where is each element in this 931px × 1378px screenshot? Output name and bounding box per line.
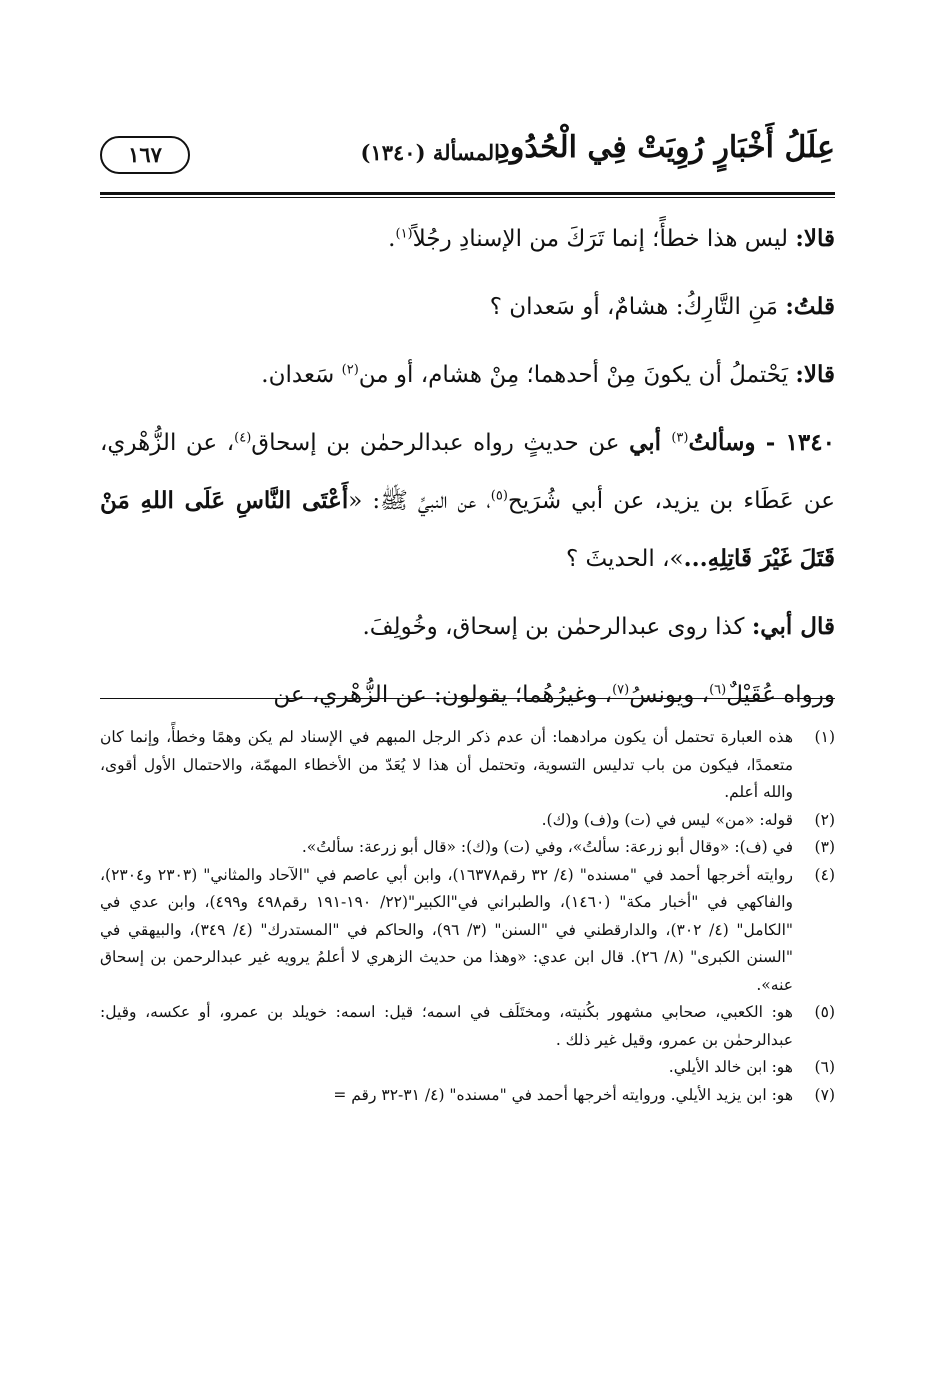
text-run: ، وغيرُهُما؛ يقولون: عن الزُّهْري، عن [273, 682, 613, 708]
footnote-ref: (٥) [490, 488, 508, 504]
footnote-ref: (٣) [671, 430, 689, 446]
hadith-text: أَعْتَى النَّاسِ عَلَى اللهِ مَنْ قَتَلَ غَيْرَ قَاتِلِهِ... [100, 487, 835, 572]
footnote-text: في (ف): «وقال أبو زرعة: سألتُ»، وفي (ت) و(ك): «قال أبو زرعة: سألتُ». [301, 838, 793, 856]
main-text [100, 210, 835, 724]
footnote-7 [100, 1082, 835, 1110]
footnote-2 [100, 807, 835, 835]
footnote-number: (٥) [814, 1003, 835, 1021]
footnote-number: (٧) [814, 1085, 835, 1104]
footnote-number: (٣) [814, 838, 835, 856]
text-run: مَنِ التَّارِكُ: هشامٌ، أو سَعدان ؟ [489, 294, 786, 320]
footnote-ref: (١) [395, 226, 413, 242]
footnote-ref: (٢) [341, 362, 359, 378]
footnote-ref: (٧) [612, 682, 630, 698]
footnote-4 [100, 862, 835, 1000]
paragraph-2 [100, 278, 835, 336]
footnote-text: هو: الكعبي، صحابي مشهور بكُنيته، ومختَلَف في اسمه؛ قيل: اسمه: خويلد بن عمرو، أو عكسه، وقيل: عبدالرحمٰن بن عمرو، وقيل غير ذلك . [100, 1003, 793, 1049]
footnote-3 [100, 834, 835, 862]
paragraph-1340 [100, 414, 835, 588]
paragraph-5 [100, 598, 835, 656]
text-run: كذا روى عبدالرحمٰن بن إسحاق، وخُولِفَ. [362, 614, 752, 640]
speaker-label: قالا: [795, 225, 835, 252]
issue-label: المسألة (١٣٤٠) [360, 140, 500, 165]
speaker-label: قال أبي: [751, 613, 835, 640]
footnote-6 [100, 1054, 835, 1082]
paragraph-6 [100, 666, 835, 724]
page-number: ١٦٧ [100, 136, 190, 174]
footnote-number: (٢) [814, 810, 835, 829]
footnote-5 [100, 999, 835, 1054]
text-run: . [388, 226, 396, 252]
footnote-number: (١) [814, 728, 835, 746]
paragraph-1 [100, 210, 835, 268]
footnote-ref: (٦) [709, 682, 727, 698]
footnote-text: قوله: «من» ليس في (ت) و(ف) و(ك). [541, 810, 793, 829]
footnote-number: (٦) [814, 1058, 835, 1076]
text-run: ، عن النبيِّ ﷺ: « [348, 488, 491, 514]
text-run: عن حديثٍ رواه عبدالرحمٰن بن إسحاق [251, 430, 630, 456]
footnote-text: روايته أخرجها أحمد في "مسنده" (٤/ ٣٢ رقم١٦٣٧٨)، وابن أبي عاصم في "الآحاد والمثاني" (٢٣٠٣ و٢٣٠٤)، والفاكهي في "أخبار مكة" (١٤٦٠)، والطبراني في"الكبير"(٢٢/ ١٩٠-١٩١ رقم٤٩٨ و٤٩٩)، وابن عدي في "الكامل" (٤/ ٣٠٢)، والدارقطني في "السنن" (٣/ ٩٦)، والحاكم في "المستدرك" (٤/ ٣٤٩)، والبيهقي في "السنن الكبرى" (٨/ ٢٦). قال ابن عدي: «وهذا من حديث الزهري لا أعلمُ يرويه غير عبدالرحمن بن إسحاق عنه». [100, 865, 794, 994]
book-title: عِلَلُ أَخْبَارٍ رُوِيَتْ فِي الْحُدُودِ [496, 130, 835, 165]
text-run: ورواه عُقَيْلٌ [726, 682, 835, 708]
footnote-1 [100, 724, 835, 807]
page-header [100, 120, 835, 190]
text-run: ، ويونسُ [629, 682, 710, 708]
paragraph-3 [100, 346, 835, 404]
text-run: سَعدان. [261, 362, 342, 388]
issue-number: ١٣٤٠ - [765, 429, 835, 456]
footnote-text: هو: ابن يزيد الأيلي. وروايته أخرجها أحمد في "مسنده" (٤/ ٣١-٣٢ رقم = [333, 1085, 793, 1104]
footnote-text: هذه العبارة تحتمل أن يكون مرادهما: أن عدم ذكر الرجل المبهم في الإسناد لم يكن وهمًا وخطأً، وإنما كان متعمدًا، فيكون من باب تدليس التسوية، وتحتمل أن هذا لا يُعَدّ من الأخطاء المهمّة، والاحتمال الأول أقوى، والله أعلم. [100, 728, 793, 801]
speaker-label: أبي [629, 429, 672, 456]
footnote-ref: (٤) [234, 430, 252, 446]
text-run: »، الحديثَ ؟ [565, 546, 684, 572]
speaker-label: قلتُ: [785, 293, 835, 320]
text-run: ليس هذا خطأً؛ إنما تَرَكَ من الإسنادِ رجُلاً [412, 226, 796, 252]
footnote-text: هو: ابن خالد الأيلي. [668, 1058, 793, 1076]
footnote-separator [100, 698, 835, 699]
text-run: وسألتُ [688, 429, 766, 456]
text-run: يَحْتملُ أن يكونَ مِنْ أحدهما؛ مِنْ هشام، أو من [358, 362, 796, 388]
speaker-label: قالا: [795, 361, 835, 388]
text-run: ، عن الزُّهْري، عن عَطَاء بن يزيد، عن أبي شُرَيح [100, 430, 835, 514]
footnote-number: (٤) [814, 865, 835, 884]
footnotes [100, 724, 835, 1109]
header-rule-thin [100, 197, 835, 198]
header-rule [100, 192, 835, 195]
